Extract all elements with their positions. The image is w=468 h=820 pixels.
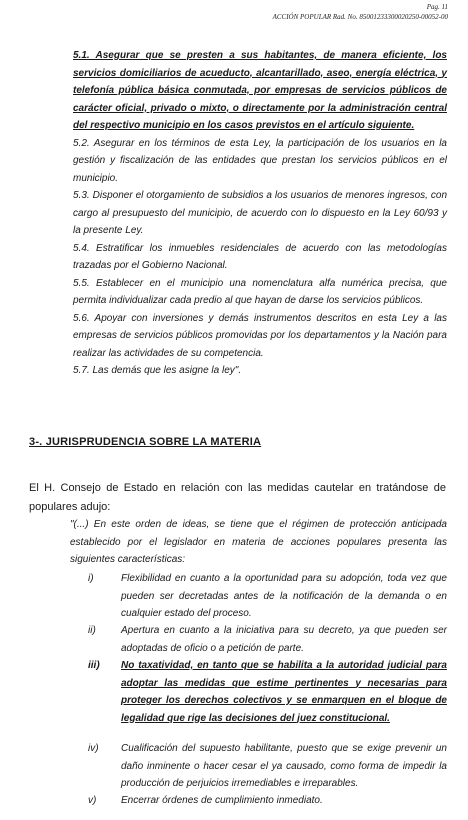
intro-paragraph: El H. Consejo de Estado en relación con las medidas cautelar en tratándose de populares adujo: — [29, 482, 446, 513]
item-5-7: 5.7. Las demás que les asigne la ley". — [73, 365, 242, 376]
item-5-4: 5.4. Estratificar los inmuebles residenciales de acuerdo con las metodologías trazadas por el Gobierno Nacional. — [73, 242, 447, 271]
legal-items-list — [73, 47, 447, 380]
numeral-iii: iii) — [88, 660, 100, 671]
numeral-iv-text: Cualificación del supuesto habilitante, puesto que se exige prevenir un daño inminente o hacer cesar el ya causado, como forma de impedir la producción de perjuicios irremediables e irreparables. — [121, 743, 447, 789]
numeral-ii: ii) — [88, 625, 96, 636]
page-number: Pag. 11 — [426, 3, 448, 11]
case-reference: ACCIÓN POPULAR Rad. No. 85001233300020250-00052-00 — [272, 13, 448, 21]
numeral-v: v) — [88, 795, 97, 806]
item-5-3: 5.3. Disponer el otorgamiento de subsidios a los usuarios de menores ingresos, con cargo al presupuesto del municipio, de acuerdo con lo dispuesto en la Ley 60/93 y la presente Ley. — [73, 190, 447, 236]
item-5-5: 5.5. Establecer en el municipio una nomenclatura alfa numérica precisa, que permita individualizar cada predio al que hayan de darse los servicios públicos. — [73, 277, 447, 306]
numeral-v-text: Encerrar órdenes de cumplimiento inmediato. — [121, 795, 323, 806]
item-5-6: 5.6. Apoyar con inversiones y demás instrumentos descritos en esta Ley a las empresas de servicios públicos promovidas por los departamentos y la Nación para realizar las actividades de su competencia. — [73, 312, 447, 359]
quote-text: "(...) En este orden de ideas, se tiene que el régimen de protección anticipada establecido por el legislador en materia de acciones populares presenta las siguientes características: — [70, 519, 447, 565]
numeral-i: i) — [88, 573, 94, 584]
item-5-2: 5.2. Asegurar en los términos de esta Ley, la participación de los usuarios en la gestión y fiscalización de las entidades que prestan los servicios públicos en el municipio. — [73, 137, 447, 184]
section-title: 3-. JURISPRUDENCIA SOBRE LA MATERIA — [29, 436, 262, 448]
numeral-i-text: Flexibilidad en cuanto a la oportunidad para su adopción, toda vez que pueden ser decretadas antes de la notificación de la demanda o en cualquier estado del proceso. — [121, 573, 447, 619]
item-5-1: 5.1. Asegurar que se presten a sus habitantes, de manera eficiente, los servicios domiciliarios de acueducto, alcantarillado, aseo, energía eléctrica, y telefonía pública básica conmutada, por empresas de servicios públicos de carácter oficial, privado o mixto, o directamente por la administración central del respectivo municipio en los casos previstos en el artículo siguiente. — [73, 50, 447, 131]
numeral-ii-text: Apertura en cuanto a la iniciativa para su decreto, ya que pueden ser adoptadas de oficio o a petición de parte. — [121, 625, 447, 654]
page-header — [273, 2, 448, 22]
numeral-iii-text: No taxatividad, en tanto que se habilita a la autoridad judicial para adoptar las medidas que estime pertinentes y necesarias para proteger los derechos colectivos y se enmarquen en el bloque de legalidad que rige las decisiones del juez constitucional. — [121, 660, 447, 724]
numeral-iv: iv) — [88, 743, 99, 754]
quote-paragraph — [70, 516, 447, 569]
